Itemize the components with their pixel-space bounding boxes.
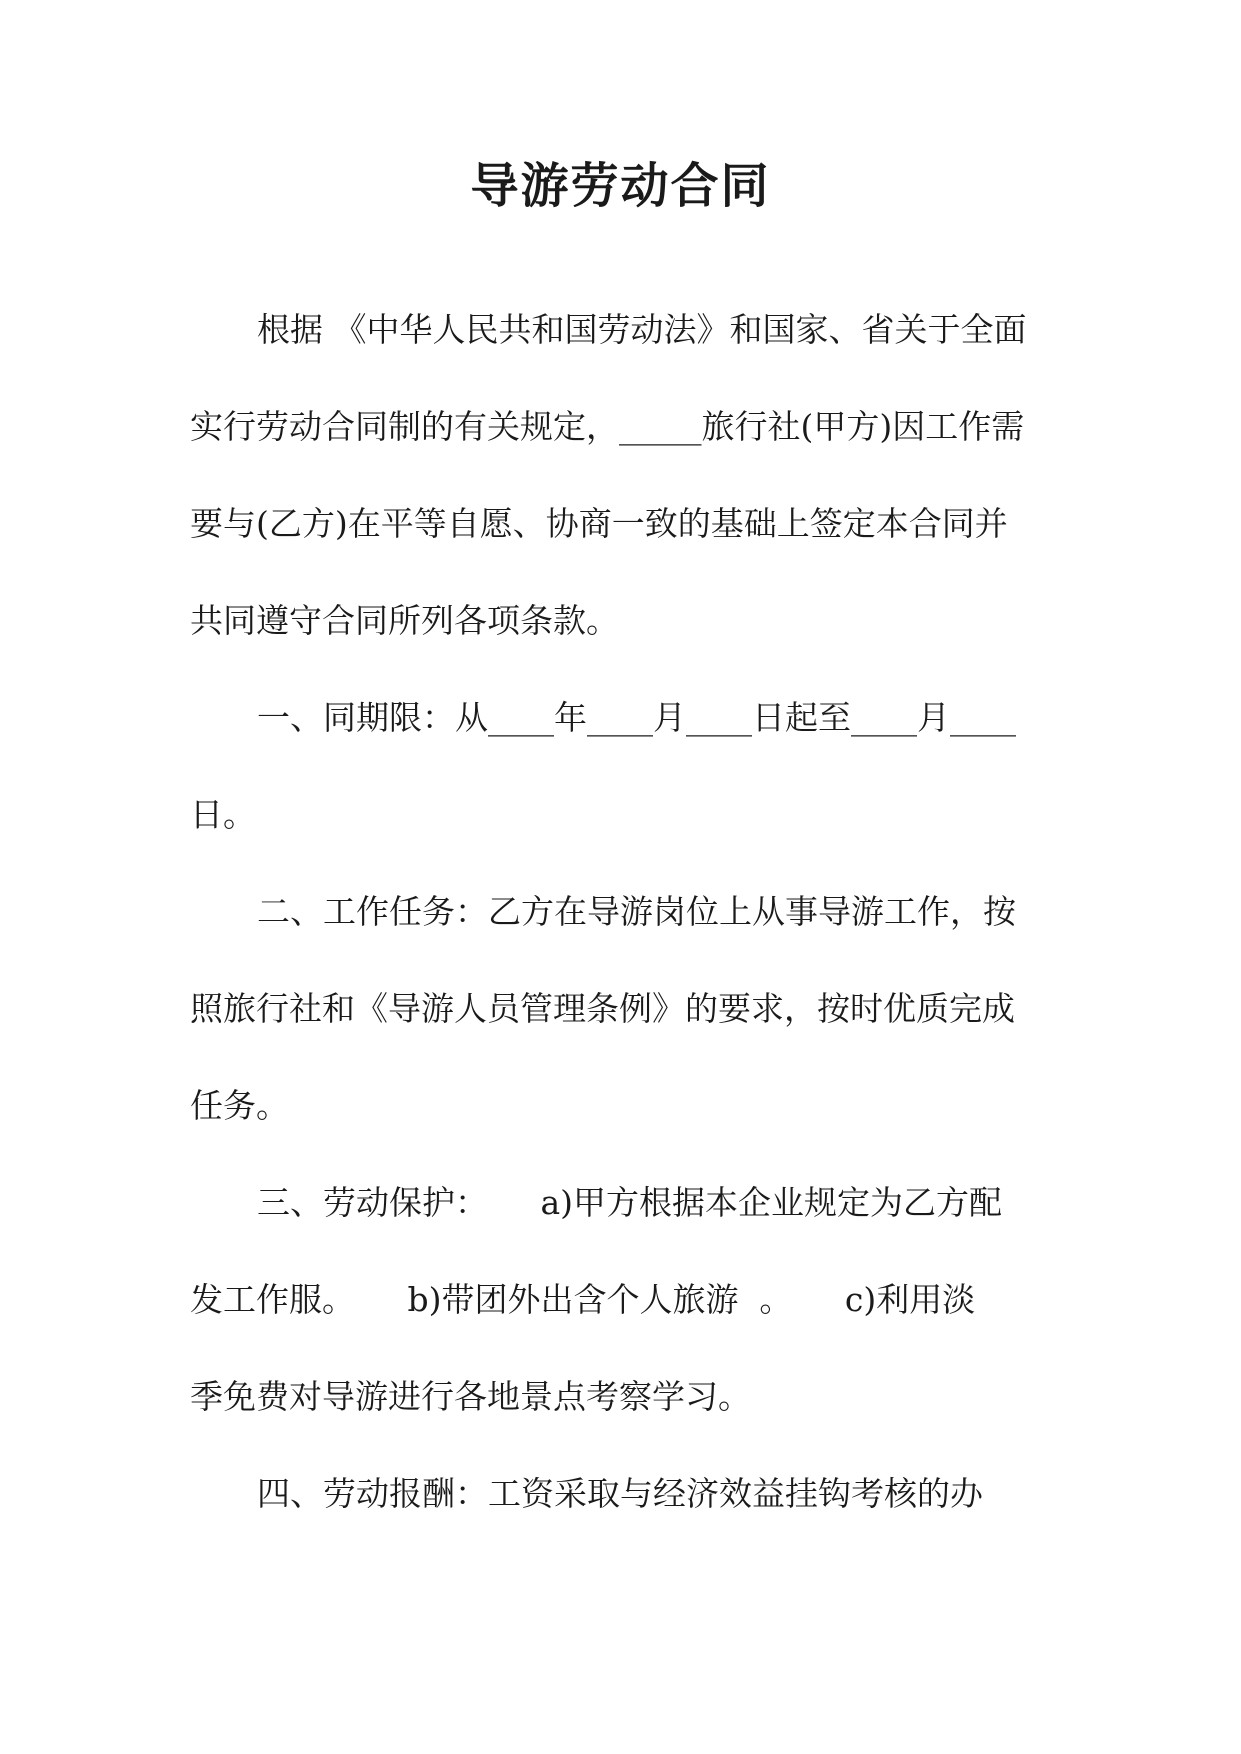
paragraph-line: 要与(乙方)在平等自愿、协商一致的基础上签定本合同并 (190, 504, 1008, 543)
document-title: 导游劳动合同 (470, 158, 771, 214)
paragraph-line: 三、劳动保护： a)甲方根据本企业规定为乙方配 (257, 1183, 1002, 1222)
paragraph-line: 季免费对导游进行各地景点考察学习。 (190, 1377, 751, 1416)
paragraph-line: 任务。 (190, 1086, 289, 1125)
paragraph-line: 日。 (190, 795, 256, 834)
paragraph-line: 四、劳动报酬：工资采取与经济效益挂钩考核的办 (257, 1474, 983, 1513)
paragraph-line: 共同遵守合同所列各项条款。 (190, 601, 619, 640)
paragraph-line: 根据 《中华人民共和国劳动法》和国家、省关于全面 (257, 310, 1027, 349)
paragraph-line: 二、工作任务：乙方在导游岗位上从事导游工作，按 (257, 892, 1016, 931)
paragraph-line: 实行劳动合同制的有关规定，_____旅行社(甲方)因工作需 (190, 407, 1025, 446)
paragraph-line: 一、同期限：从____年____月____日起至____月____ (257, 698, 1016, 737)
paragraph-line: 发工作服。 b)带团外出含个人旅游 。 c)利用淡 (190, 1280, 976, 1319)
paragraph-line: 照旅行社和《导游人员管理条例》的要求，按时优质完成 (190, 989, 1015, 1028)
